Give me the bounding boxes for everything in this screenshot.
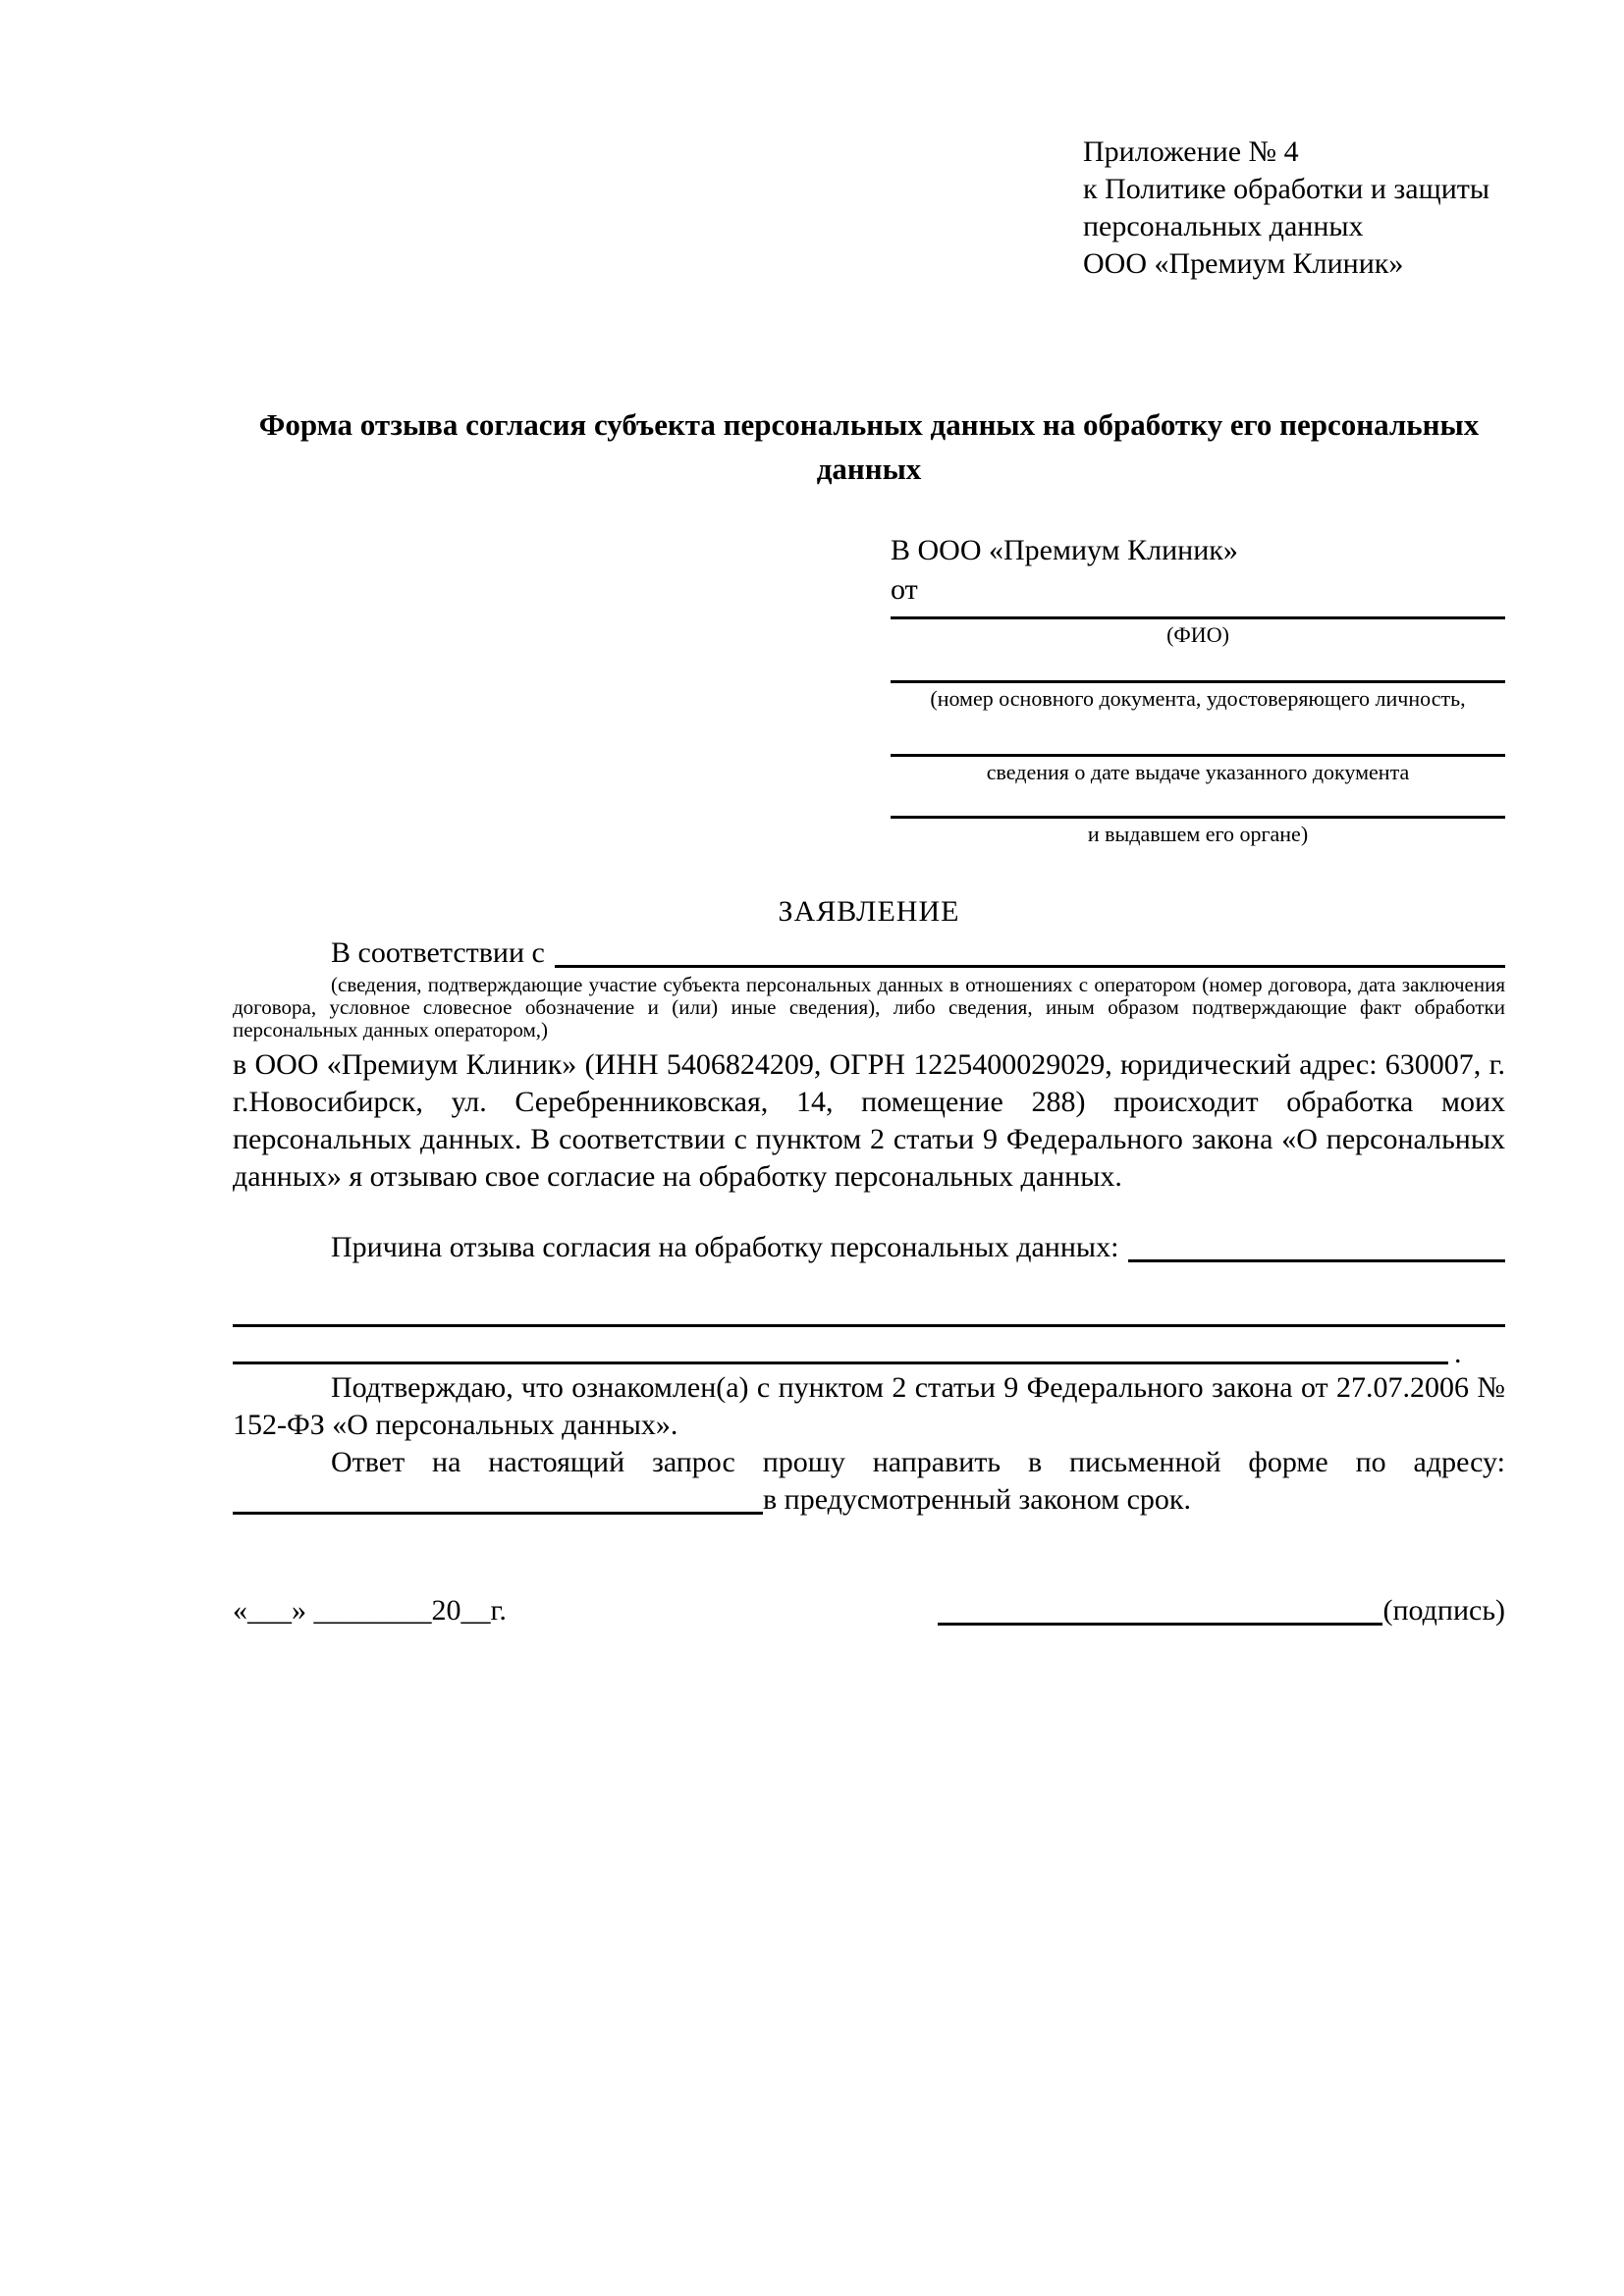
- appendix-block: [1083, 133, 1489, 283]
- reason-row: [233, 1229, 1505, 1266]
- appendix-line-4: ООО «Премиум Клиник»: [1083, 247, 1404, 280]
- issuing-authority-caption: и выдавшем его органе): [1087, 822, 1309, 846]
- document-title: Форма отзыва согласия субъекта персональных данных на обработку его персональных данных: [258, 407, 1480, 486]
- reason-blank-line-1: [1128, 1259, 1505, 1262]
- issue-date-blank-line: [891, 754, 1505, 757]
- reason-blank-line-3: [233, 1362, 1448, 1364]
- statement-body: в ООО «Премиум Клиник» (ИНН 5406824209, ОГРН 1225400029029, юридический адрес: 630007, г. г.Новосибирск, ул. Серебренниковская, 14, помещение 288) происходит обработка моих персональных данных. В соответствии с пунктом 2 статьи 9 Федерального закона «О персональных данных» я отзываю свое согласие на обработку персональных данных.: [233, 1048, 1505, 1193]
- reason-blank-line-2: [233, 1324, 1505, 1327]
- intro-prefix: В соответствии с: [331, 936, 545, 969]
- reply-address-row: [233, 1481, 1505, 1519]
- fio-caption: (ФИО): [1166, 622, 1229, 647]
- intro-row: [233, 934, 1505, 972]
- statement-heading: ЗАЯВЛЕНИЕ: [778, 895, 960, 928]
- addressee-to: В ООО «Премиум Клиник»: [891, 534, 1238, 566]
- addressee-from-label: от: [891, 573, 918, 606]
- issue-date-caption: сведения о дате выдаче указанного документа: [986, 760, 1410, 784]
- date-blank: «___» ________20__г.: [233, 1594, 507, 1627]
- appendix-line-3: персональных данных: [1083, 210, 1364, 242]
- fio-blank-line: [891, 616, 1505, 619]
- signature-group: [938, 1592, 1505, 1629]
- intro-footnote: (сведения, подтверждающие участие субъекта персональных данных в отношениях с оператором (номер договора, дата заключения договора, условное словесное обозначение и (или) иные сведения), либо сведения, иным образом подтверждающие факт обработки персональных данных оператором,): [233, 973, 1505, 1041]
- appendix-line-1: Приложение № 4: [1083, 135, 1299, 168]
- intro-blank-line: [555, 965, 1505, 968]
- reply-tail-text: в предусмотренный законом срок.: [763, 1483, 1191, 1516]
- signature-caption: (подпись): [1382, 1594, 1505, 1627]
- reason-label: Причина отзыва согласия на обработку персональных данных:: [331, 1231, 1119, 1263]
- reply-request-paragraph: Ответ на настоящий запрос прошу направить в письменной форме по адресу:: [331, 1446, 1505, 1478]
- signature-blank-line: [938, 1623, 1382, 1626]
- addressee-block: [891, 531, 1505, 846]
- issuing-authority-blank-line: [891, 816, 1505, 819]
- confirmation-paragraph: Подтверждаю, что ознакомлен(а) с пунктом 2 статьи 9 Федерального закона от 27.07.2006 № 152-ФЗ «О персональных данных».: [233, 1371, 1505, 1441]
- appendix-line-2: к Политике обработки и защиты: [1083, 173, 1490, 205]
- reply-address-blank-line: [233, 1512, 763, 1515]
- document-number-blank-line: [891, 680, 1505, 683]
- reason-line-period: .: [1454, 1337, 1462, 1369]
- document-number-caption: (номер основного документа, удостоверяющего личность,: [930, 686, 1466, 711]
